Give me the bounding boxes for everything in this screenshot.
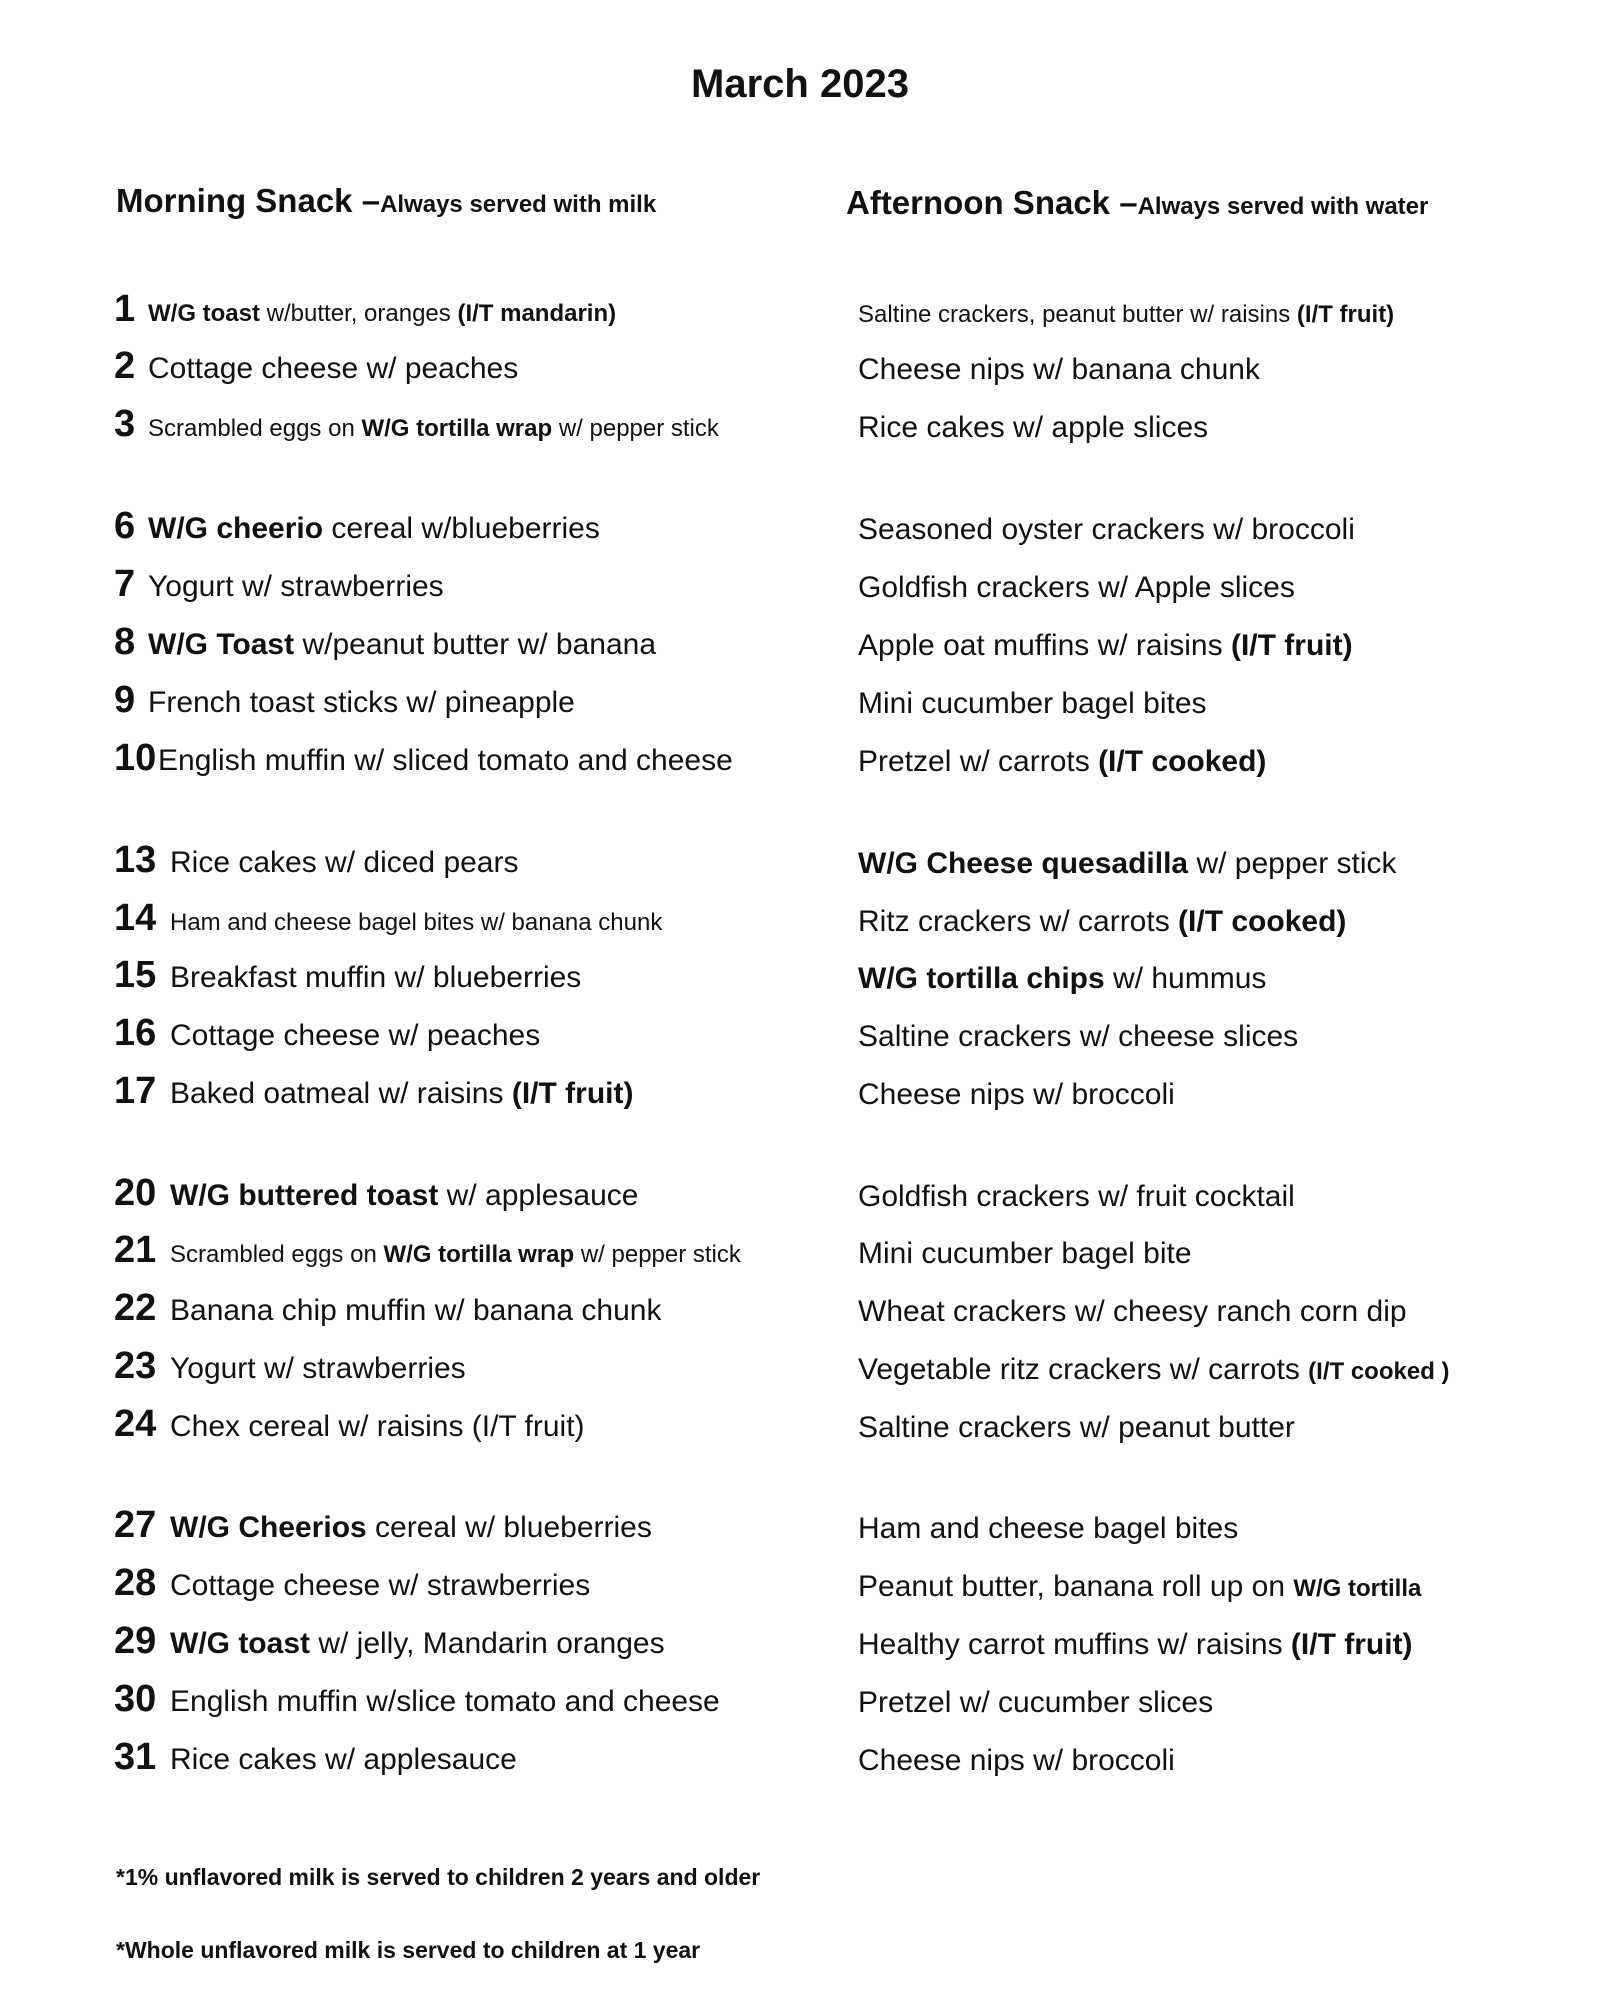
afternoon-snack-row: [858, 298, 1394, 328]
afternoon-snack-row: [858, 1572, 1421, 1602]
text-segment: Goldfish crackers w/ fruit cocktail: [858, 1180, 1295, 1213]
day-number: 27: [114, 1504, 157, 1546]
morning-snack-row: [114, 623, 656, 661]
text-segment: Apple oat muffins w/ raisins: [858, 629, 1231, 662]
day-number: 10: [114, 737, 157, 779]
text-segment: Cottage cheese w/ peaches: [170, 1019, 541, 1052]
text-segment: French toast sticks w/ pineapple: [148, 686, 575, 719]
morning-snack-row: [114, 405, 719, 443]
text-segment: Chex cereal w/ raisins (I/T fruit): [170, 1410, 585, 1443]
text-segment: Pretzel w/ carrots: [858, 745, 1099, 778]
morning-snack-row: [114, 290, 616, 328]
text-segment: Seasoned oyster crackers w/ broccoli: [858, 513, 1355, 546]
milk-note-1yr: *Whole unflavored milk is served to children at 1 year: [116, 1937, 701, 1963]
text-segment: w/ jelly, Mandarin oranges: [310, 1627, 665, 1660]
day-number: 7: [114, 563, 136, 605]
text-segment: Yogurt w/ strawberries: [170, 1352, 466, 1385]
morning-snack-text: [170, 1511, 652, 1544]
day-number: 14: [114, 897, 157, 939]
afternoon-snack-row: [858, 964, 1266, 994]
morning-snack-row: [114, 1564, 590, 1602]
morning-snack-row: [114, 1738, 517, 1776]
afternoon-snack-row: [858, 689, 1207, 719]
morning-snack-text: [170, 961, 581, 994]
text-segment: cereal w/blueberries: [323, 512, 600, 545]
morning-snack-text: [170, 1179, 638, 1212]
text-segment: W/G tortilla wrap: [383, 1241, 575, 1268]
morning-snack-text: [148, 686, 575, 719]
text-segment: Cottage cheese w/ peaches: [148, 352, 519, 385]
day-number: 28: [114, 1562, 157, 1604]
text-segment: Ham and cheese bagel bites: [858, 1512, 1239, 1545]
text-segment: (I/T fruit): [1230, 629, 1353, 662]
text-segment: w/peanut butter w/ banana: [294, 628, 657, 661]
morning-snack-text: [170, 846, 519, 879]
morning-snack-row: [114, 1174, 638, 1212]
morning-snack-text: [148, 410, 719, 443]
afternoon-snack-row: [858, 413, 1208, 443]
morning-snack-text: [170, 1569, 590, 1602]
morning-snack-row: [114, 347, 518, 385]
text-segment: W/G tortilla: [1293, 1575, 1422, 1602]
afternoon-snack-row: [858, 1297, 1407, 1327]
afternoon-snack-row: [858, 1514, 1238, 1544]
morning-snack-row: [114, 1680, 720, 1718]
text-segment: W/G tortilla chips: [858, 962, 1105, 995]
morning-heading-label: Morning Snack –: [116, 182, 381, 219]
milk-note-2yr: *1% unflavored milk is served to children 2 years and older: [116, 1864, 761, 1890]
morning-snack-row: [114, 1506, 652, 1544]
morning-snack-row: [114, 1289, 661, 1327]
text-segment: Healthy carrot muffins w/ raisins: [858, 1628, 1291, 1661]
text-segment: Goldfish crackers w/ Apple slices: [858, 571, 1295, 604]
text-segment: Saltine crackers w/ cheese slices: [858, 1020, 1299, 1053]
text-segment: English muffin w/ sliced tomato and cheese: [158, 744, 733, 777]
afternoon-snack-row: [858, 1022, 1298, 1052]
text-segment: Mini cucumber bagel bites: [858, 687, 1207, 720]
text-segment: Mini cucumber bagel bite: [858, 1237, 1192, 1270]
day-number: 31: [114, 1736, 157, 1778]
text-segment: w/ pepper stick: [574, 1241, 741, 1268]
text-segment: (I/T mandarin): [457, 300, 617, 327]
morning-snack-text: [170, 1685, 720, 1718]
afternoon-snack-row: [858, 907, 1346, 937]
text-segment: Banana chip muffin w/ banana chunk: [170, 1294, 662, 1327]
text-segment: Cheese nips w/ banana chunk: [858, 353, 1260, 386]
text-segment: (I/T cooked): [1098, 745, 1267, 778]
morning-snack-row: [114, 1405, 585, 1443]
text-segment: Rice cakes w/ applesauce: [170, 1743, 517, 1776]
text-segment: Cottage cheese w/ strawberries: [170, 1569, 591, 1602]
day-number: 16: [114, 1012, 157, 1054]
morning-snack-text: [170, 1352, 466, 1385]
afternoon-snack-row: [858, 1080, 1175, 1110]
afternoon-snack-heading: [846, 184, 1428, 222]
day-number: 8: [114, 621, 136, 663]
day-number: 23: [114, 1345, 157, 1387]
morning-snack-row: [114, 956, 581, 994]
text-segment: Scrambled eggs on: [170, 1241, 384, 1268]
morning-snack-text: [148, 512, 600, 545]
morning-snack-row: [114, 1622, 665, 1660]
morning-snack-text: [148, 295, 616, 328]
text-segment: w/ hummus: [1104, 962, 1267, 995]
afternoon-snack-row: [858, 1630, 1413, 1660]
text-segment: w/ pepper stick: [1188, 847, 1397, 880]
text-segment: W/G toast: [148, 300, 260, 327]
morning-snack-heading: [116, 182, 656, 220]
afternoon-snack-row: [858, 1746, 1175, 1776]
morning-snack-row: [114, 1014, 540, 1052]
text-segment: (I/T cooked ): [1308, 1358, 1450, 1385]
day-number: 9: [114, 679, 136, 721]
morning-snack-text: [170, 1019, 540, 1052]
afternoon-heading-label: Afternoon Snack –: [846, 184, 1138, 221]
morning-snack-row: [114, 739, 733, 777]
morning-snack-text: [170, 1077, 633, 1110]
page-title: March 2023: [691, 62, 909, 106]
morning-snack-row: [114, 1231, 741, 1269]
text-segment: Cheese nips w/ broccoli: [858, 1744, 1175, 1777]
text-segment: (I/T fruit): [511, 1077, 634, 1110]
morning-snack-row: [114, 1347, 466, 1385]
day-number: 1: [114, 288, 136, 330]
text-segment: Cheese nips w/ broccoli: [858, 1078, 1175, 1111]
text-segment: Pretzel w/ cucumber slices: [858, 1686, 1214, 1719]
morning-snack-text: [148, 628, 656, 661]
day-number: 24: [114, 1403, 157, 1445]
text-segment: English muffin w/slice tomato and cheese: [170, 1685, 720, 1718]
day-number: 3: [114, 403, 136, 445]
day-number: 17: [114, 1070, 157, 1112]
text-segment: Ritz crackers w/ carrots: [858, 905, 1179, 938]
afternoon-snack-row: [858, 1688, 1213, 1718]
morning-snack-text: [170, 1627, 665, 1660]
afternoon-snack-row: [858, 1239, 1192, 1269]
afternoon-snack-row: [858, 355, 1260, 385]
day-number: 6: [114, 505, 136, 547]
afternoon-snack-row: [858, 747, 1266, 777]
morning-snack-row: [114, 899, 662, 937]
text-segment: Rice cakes w/ diced pears: [170, 846, 519, 879]
text-segment: (I/T fruit): [1296, 301, 1395, 328]
text-segment: w/ pepper stick: [552, 415, 719, 442]
text-segment: Yogurt w/ strawberries: [148, 570, 444, 603]
morning-snack-text: [170, 1743, 517, 1776]
day-number: 2: [114, 345, 136, 387]
day-number: 29: [114, 1620, 157, 1662]
morning-subheading: Always served with milk: [380, 191, 657, 218]
afternoon-snack-row: [858, 573, 1295, 603]
text-segment: w/butter, oranges: [260, 300, 458, 327]
morning-snack-row: [114, 681, 575, 719]
morning-snack-row: [114, 507, 600, 545]
day-number: 15: [114, 954, 157, 996]
text-segment: Scrambled eggs on: [148, 415, 362, 442]
text-segment: W/G cheerio: [148, 512, 324, 545]
text-segment: Peanut butter, banana roll up on: [858, 1570, 1294, 1603]
day-number: 30: [114, 1678, 157, 1720]
text-segment: W/G tortilla wrap: [361, 415, 553, 442]
morning-snack-row: [114, 841, 519, 879]
text-segment: W/G Cheerios: [170, 1511, 367, 1544]
afternoon-subheading: Always served with water: [1137, 193, 1429, 220]
text-segment: W/G Cheese quesadilla: [858, 847, 1189, 880]
text-segment: Rice cakes w/ apple slices: [858, 411, 1209, 444]
text-segment: Breakfast muffin w/ blueberries: [170, 961, 582, 994]
morning-snack-text: [170, 1236, 741, 1269]
text-segment: W/G buttered toast: [170, 1179, 439, 1212]
afternoon-snack-row: [858, 631, 1353, 661]
text-segment: Saltine crackers w/ peanut butter: [858, 1411, 1295, 1444]
afternoon-snack-row: [858, 849, 1397, 879]
afternoon-snack-row: [858, 1182, 1295, 1212]
text-segment: (I/T fruit): [1290, 1628, 1413, 1661]
morning-snack-row: [114, 1072, 633, 1110]
text-segment: Baked oatmeal w/ raisins: [170, 1077, 512, 1110]
morning-snack-text: [170, 1410, 585, 1443]
afternoon-snack-row: [858, 1413, 1295, 1443]
day-number: 13: [114, 839, 157, 881]
morning-snack-row: [114, 565, 444, 603]
afternoon-snack-row: [858, 515, 1355, 545]
text-segment: W/G toast: [170, 1627, 310, 1660]
text-segment: Wheat crackers w/ cheesy ranch corn dip: [858, 1295, 1407, 1328]
text-segment: Ham and cheese bagel bites w/ banana chunk: [170, 909, 663, 936]
morning-snack-text: [148, 352, 518, 385]
morning-snack-text: [170, 904, 662, 937]
afternoon-snack-row: [858, 1355, 1450, 1385]
morning-snack-text: [148, 570, 444, 603]
text-segment: (I/T cooked): [1178, 905, 1347, 938]
morning-snack-text: [170, 1294, 661, 1327]
morning-snack-text: [158, 744, 733, 777]
text-segment: w/ applesauce: [438, 1179, 639, 1212]
day-number: 21: [114, 1229, 157, 1271]
text-segment: W/G Toast: [148, 628, 295, 661]
day-number: 20: [114, 1172, 157, 1214]
text-segment: Vegetable ritz crackers w/ carrots: [858, 1353, 1309, 1386]
text-segment: Saltine crackers, peanut butter w/ raisins: [858, 301, 1297, 328]
text-segment: cereal w/ blueberries: [366, 1511, 652, 1544]
day-number: 22: [114, 1287, 157, 1329]
